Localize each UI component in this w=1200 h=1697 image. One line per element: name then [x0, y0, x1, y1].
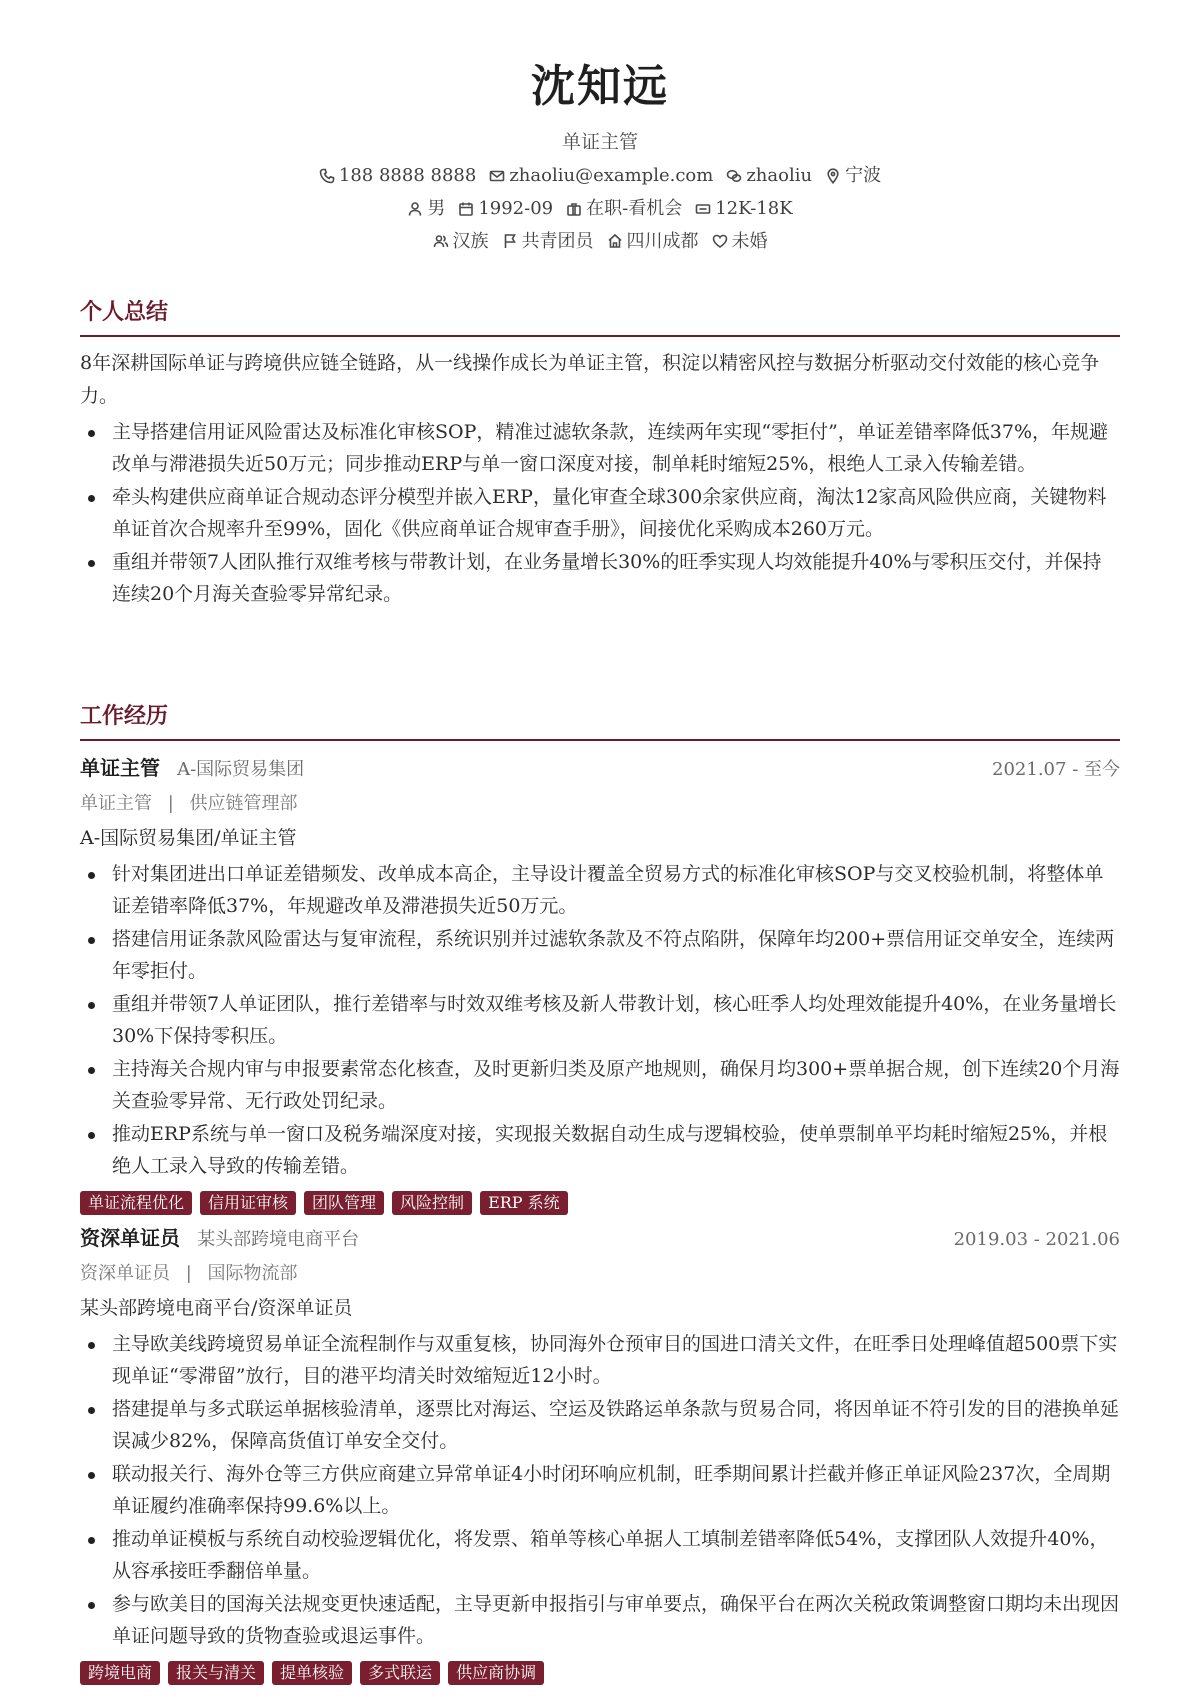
- wechat-icon: [726, 168, 742, 184]
- contact-row: [0, 165, 1200, 187]
- wechat-text: zhaoliu: [746, 165, 813, 187]
- hometown-text: 四川成都: [626, 230, 699, 252]
- job-bullet: 参与欧美目的国海关法规变更快速适配，主导更新申报指引与审单要点，确保平台在两次关税政策调整窗口期均未出现因单证问题导致的货物查验或退运事件。: [80, 1588, 1120, 1653]
- gender-text: 男: [427, 197, 446, 219]
- users-icon: [433, 233, 449, 249]
- salary-text: 12K-18K: [715, 197, 793, 219]
- phone-icon: [319, 168, 335, 184]
- personal-row: [0, 198, 1200, 220]
- experience-section: [80, 702, 1120, 1685]
- skill-tag: 跨境电商: [80, 1661, 160, 1685]
- ethnicity-item: [433, 231, 489, 253]
- job-position: 资深单证员: [80, 1262, 170, 1284]
- salary-item: [695, 198, 792, 220]
- job-subline: [80, 787, 1120, 821]
- city-item: [825, 165, 881, 187]
- gender-item: [407, 198, 445, 220]
- job-date: 2019.03 - 2021.06: [953, 1228, 1120, 1250]
- skill-tag: 提单核验: [272, 1661, 352, 1685]
- skill-tag: 报关与清关: [168, 1661, 264, 1685]
- resume-header: [0, 0, 1200, 252]
- job-company: A-国际贸易集团: [177, 758, 305, 780]
- email-item: [489, 165, 713, 187]
- job-position: 单证主管: [80, 792, 152, 814]
- mail-icon: [489, 168, 505, 184]
- phone-item: [319, 165, 476, 187]
- job-bullet: 推动ERP系统与单一窗口及税务端深度对接，实现报关数据自动生成与逻辑校验，使单票制单平均耗时缩短25%，并根绝人工录入导致的传输差错。: [80, 1118, 1120, 1183]
- skill-tag: ERP 系统: [480, 1191, 568, 1215]
- politics-item: [502, 231, 594, 253]
- job-date: 2021.07 - 至今: [992, 758, 1120, 780]
- summary-intro: 8年深耕国际单证与跨境供应链全链路，从一线操作成长为单证主管，积淀以精密风控与数据分析驱动交付效能的核心竞争力。: [80, 351, 1100, 407]
- summary-bullet: 牵头构建供应商单证合规动态评分模型并嵌入ERP，量化审查全球300余家供应商，淘汰12家高风险供应商，关键物料单证首次合规率升至99%，固化《供应商单证合规审查手册》，间接优化采购成本260万元。: [80, 481, 1120, 546]
- skill-tag: 单证流程优化: [80, 1191, 192, 1215]
- job-header: [80, 751, 1120, 787]
- job-role: A-国际贸易集团/单证主管: [80, 826, 297, 849]
- briefcase-icon: [566, 201, 582, 217]
- job-title: 单证主管: [80, 755, 160, 780]
- marital-text: 未婚: [731, 230, 768, 252]
- money-icon: [695, 201, 711, 217]
- email-text: zhaoliu@example.com: [509, 165, 714, 187]
- job-bullet: 搭建提单与多式联运单据核验清单，逐票比对海运、空运及铁路运单条款与贸易合同，将因单证不符引发的目的港换单延误减少82%，保障高货值订单安全交付。: [80, 1393, 1120, 1458]
- job-bullets: [80, 1328, 1120, 1653]
- city-text: 宁波: [845, 165, 882, 187]
- job-bullet: 主持海关合规内审与申报要素常态化核查，及时更新归类及原产地规则，确保月均300+票单据合规，创下连续20个月海关查验零异常、无行政处罚纪录。: [80, 1053, 1120, 1118]
- candidate-name: 沈知远: [531, 61, 669, 112]
- calendar-icon: [458, 201, 474, 217]
- job-bullet: 推动单证模板与系统自动校验逻辑优化，将发票、箱单等核心单据人工填制差错率降低54%，支撑团队人效提升40%，从容承接旺季翻倍单量。: [80, 1523, 1120, 1588]
- skill-tag: 供应商协调: [448, 1661, 544, 1685]
- skill-tag: 信用证审核: [200, 1191, 296, 1215]
- job-bullet: 联动报关行、海外仓等三方供应商建立异常单证4小时闭环响应机制，旺季期间累计拦截并修正单证风险237次，全周期单证履约准确率保持99.6%以上。: [80, 1458, 1120, 1523]
- job-header: [80, 1221, 1120, 1257]
- status-text: 在职-看机会: [586, 197, 683, 219]
- job-separator: |: [185, 1262, 192, 1284]
- candidate-title: 单证主管: [561, 130, 638, 153]
- hometown-item: [607, 231, 699, 253]
- marital-item: [712, 231, 768, 253]
- user-icon: [407, 201, 423, 217]
- skill-tag: 多式联运: [360, 1661, 440, 1685]
- summary-bullets: [80, 416, 1120, 611]
- job-bullet: 重组并带领7人单证团队，推行差错率与时效双维考核及新人带教计划，核心旺季人均处理效能提升40%，在业务量增长30%下保持零积压。: [80, 988, 1120, 1053]
- job-company: 某头部跨境电商平台: [197, 1228, 360, 1250]
- job-role: 某头部跨境电商平台/资深单证员: [80, 1296, 353, 1319]
- job-subline: [80, 1257, 1120, 1291]
- job-entry: [80, 1221, 1120, 1685]
- job-title: 资深单证员: [80, 1225, 180, 1250]
- skill-tags: [80, 1191, 1120, 1215]
- ethnicity-text: 汉族: [452, 230, 489, 252]
- skill-tag: 团队管理: [304, 1191, 384, 1215]
- job-title-line: [80, 751, 304, 787]
- birth-item: [458, 198, 553, 220]
- heart-icon: [712, 233, 728, 249]
- experience-heading: 工作经历: [80, 702, 1120, 741]
- summary-bullet: 重组并带领7人团队推行双维考核与带教计划，在业务量增长30%的旺季实现人均效能提升40%与零积压交付，并保持连续20个月海关查验零异常纪录。: [80, 546, 1120, 611]
- politics-text: 共青团员: [521, 230, 594, 252]
- birth-text: 1992-09: [478, 197, 554, 219]
- location-pin-icon: [825, 168, 841, 184]
- phone-text: 188 8888 8888: [338, 165, 477, 187]
- wechat-item: [726, 165, 812, 187]
- job-bullet: 主导欧美线跨境贸易单证全流程制作与双重复核，协同海外仓预审目的国进口清关文件，在旺季日处理峰值超500票下实现单证“零滞留”放行，目的港平均清关时效缩短近12小时。: [80, 1328, 1120, 1393]
- skill-tags: [80, 1661, 1120, 1685]
- summary-section: [80, 298, 1120, 611]
- job-title-line: [80, 1221, 359, 1257]
- background-row: [0, 231, 1200, 253]
- job-bullet: 针对集团进出口单证差错频发、改单成本高企，主导设计覆盖全贸易方式的标准化审核SOP与交叉校验机制，将整体单证差错率降低37%，年规避改单及滞港损失近50万元。: [80, 858, 1120, 923]
- job-bullet: 搭建信用证条款风险雷达与复审流程，系统识别并过滤软条款及不符点陷阱，保障年均200+票信用证交单安全，连续两年零拒付。: [80, 923, 1120, 988]
- status-item: [566, 198, 682, 220]
- job-department: 供应链管理部: [189, 792, 298, 814]
- job-department: 国际物流部: [207, 1262, 298, 1284]
- summary-bullet: 主导搭建信用证风险雷达及标准化审核SOP，精准过滤软条款，连续两年实现“零拒付”，单证差错率降低37%，年规避改单与滞港损失近50万元；同步推动ERP与单一窗口深度对接，制单耗时缩短25%，根绝人工录入传输差错。: [80, 416, 1120, 481]
- flag-icon: [502, 233, 518, 249]
- skill-tag: 风险控制: [392, 1191, 472, 1215]
- job-bullets: [80, 858, 1120, 1183]
- summary-heading: 个人总结: [80, 298, 1120, 337]
- job-entry: [80, 751, 1120, 1215]
- job-separator: |: [167, 792, 174, 814]
- home-icon: [607, 233, 623, 249]
